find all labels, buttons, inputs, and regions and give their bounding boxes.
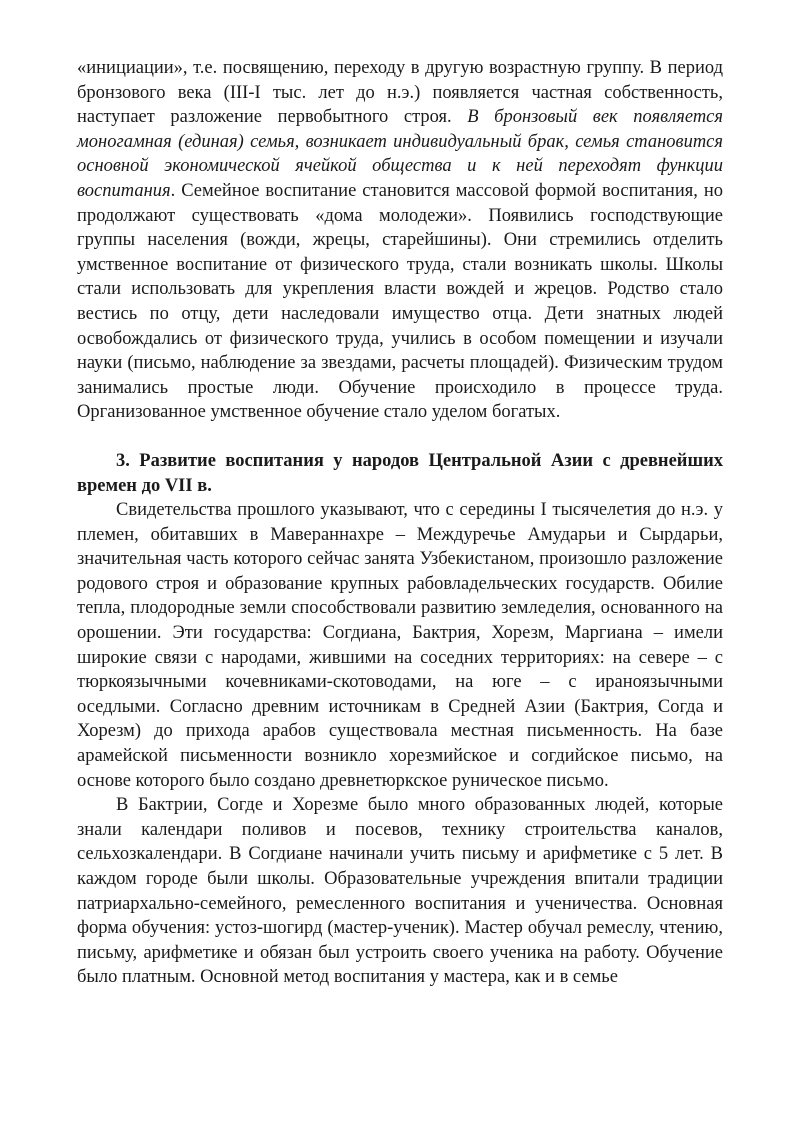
paragraph-continuation (77, 56, 723, 425)
paragraph-text: «инициации», т.е. посвящению, переходу в другую возрастную группу. В период бронзового века (III-I тыс. лет до н.э.) появляется частная собственность, наступает разложение первобытного строя. (77, 58, 723, 128)
paragraph-text: . Семейное воспитание становится массовой формой воспитания, но продолжают существовать «дома молодежи». Появились господствующие группы населения (вожди, жрецы, старейшины). Они стремились отделить умственное воспитание от физического труда, стали возникать школы. Школы стали использовать для укрепления власти вождей и жрецов. Родство стало вестись по отцу, дети наследовали имущество отца. Дети знатных людей освобождались от физического труда, учились в особом помещении и изучали науки (письмо, наблюдение за звездами, расчеты площадей). Физическим трудом занимались простые люди. Обучение происходило в процессе труда. Организованное умственное обучение стало уделом богатых. (77, 180, 723, 423)
italic-emphasis: В бронзовый век появляется моногамная (единая) семья, возникает индивидуальный брак, семья становится основной экономической ячейкой общества и к ней переходят функции воспитания (77, 107, 723, 201)
document-body (77, 56, 723, 990)
paragraph: Свидетельства прошлого указывают, что с середины I тысячелетия до н.э. у племен, обитавших в Мавераннахре – Междуречье Амударьи и Сырдарьи, значительная часть которого сейчас занята Узбекистаном, произошло разложение родового строя и образование крупных рабовладельческих государств. Обилие тепла, плодородные земли способствовали развитию земледелия, основанного на орошении. Эти государства: Согдиана, Бактрия, Хорезм, Маргиана – имели широкие связи с народами, жившими на соседних территориях: на севере – с тюркоязычными кочевниками-скотоводами, на юге – с ираноязычными оседлыми. Согласно древним источникам в Средней Азии (Бактрия, Согда и Хорезм) до прихода арабов существовала местная письменность. На базе арамейской письменности возникло хорезмийское и согдийское письмо, на основе которого было создано древнетюркское руническое письмо. (77, 500, 723, 791)
paragraph-spacer (77, 425, 723, 449)
paragraph: В Бактрии, Согде и Хорезме было много образованных людей, которые знали календари поливов и посевов, технику строительства каналов, сельхозкалендари. В Согдиане начинали учить письму и арифметике с 5 лет. В каждом городе были школы. Образовательные учреждения впитали традиции патриархально-семейного, ремесленного воспитания и ученичества. Основная форма обучения: устоз-шогирд (мастер-ученик). Мастер обучал ремеслу, чтению, письму, арифметике и обязан был устроить своего ученика на работу. Обучение было платным. Основной метод воспитания у мастера, как и в семье (77, 795, 723, 988)
section-heading: 3. Развитие воспитания у народов Центральной Азии с древнейших времен до VII в. (77, 450, 723, 496)
